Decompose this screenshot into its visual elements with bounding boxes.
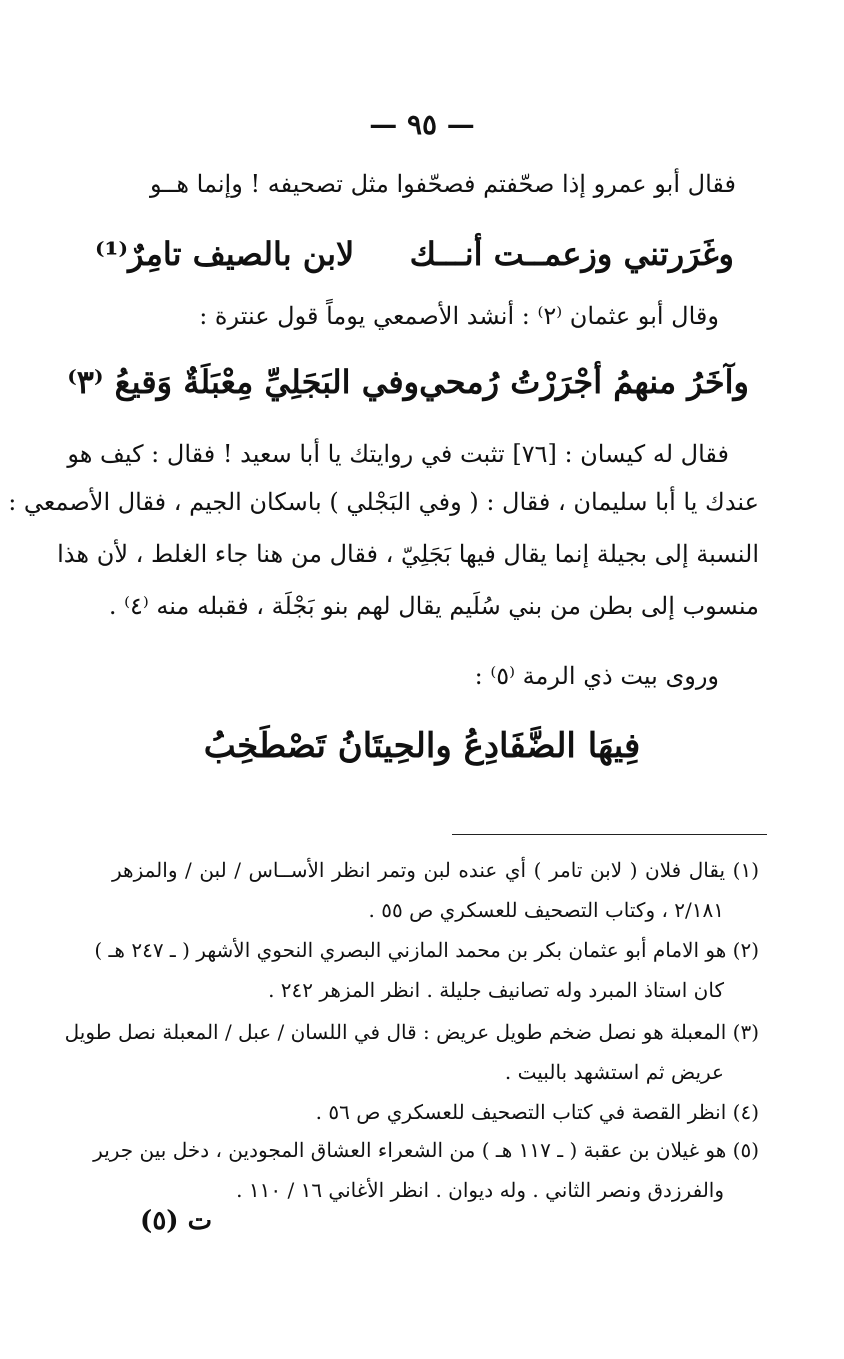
footnote-separator [452, 834, 767, 835]
verse-2-first-hemistich: وآخَرُ منهمُ أجْرَرْتُ رُمحي [419, 363, 749, 401]
page-number: — ٩٥ — [369, 108, 475, 141]
verse-1-second-hemistich: لابن بالصيف تامِرٌ⁽¹⁾ [95, 235, 355, 273]
verse-2-second-hemistich: وفي البَجَلِيِّ مِعْبَلَةٌ وَقيعُ ⁽٣⁾ [67, 363, 420, 401]
paragraph-line-2: عندك يا أبا سليمان ، فقال : ( وفي البَجْلي ) باسكان الجيم ، فقال الأصمعي : [8, 488, 759, 516]
body-line-2: وقال أبو عثمان ⁽٢⁾ : أنشد الأصمعي يوماً قول عنترة : [199, 302, 719, 330]
footnote-3-line-2: عريض ثم استشهد بالبيت . [504, 1060, 724, 1084]
verse-1 [95, 232, 734, 276]
body-line-3: وروى بيت ذي الرمة ⁽٥⁾ : [474, 662, 719, 690]
verse-3: فِيهَا الضَّفَادِعُ والحِيتَانُ تَصْطَخِبُ [203, 726, 641, 766]
verse-1-first-hemistich: وغَرَرتني وزعمــت أنـــك [409, 235, 734, 273]
footnote-1-line-1: (١) يقال فلان ( لابن تامر ) أي عنده لبن وتمر انظر الأســاس / لبن / والمزهر [112, 858, 759, 882]
footnote-1-line-2: ٢/١٨١ ، وكتاب التصحيف للعسكري ص ٥٥ . [368, 898, 724, 922]
footnote-5-line-2: والفرزدق ونصر الثاني . وله ديوان . انظر الأغاني ١٦ / ١١٠ . [236, 1178, 724, 1202]
paragraph-line-1: فقال له كيسان : [٧٦] تثبت في روايتك يا أبا سعيد ! فقال : كيف هو [67, 440, 729, 468]
verse-2 [67, 360, 749, 404]
footnote-2-line-1: (٢) هو الامام أبو عثمان بكر بن محمد المازني البصري النحوي الأشهر ( ـ ٢٤٧ هـ ) [94, 938, 759, 962]
paragraph-line-4: منسوب إلى بطن من بني سُلَيم يقال لهم بنو بَجْلَة ، فقبله منه ⁽٤⁾ . [108, 592, 759, 620]
signature-mark: ت (٥) [140, 1206, 213, 1236]
footnote-5-line-1: (٥) هو غيلان بن عقبة ( ـ ١١٧ هـ ) من الشعراء العشاق المجودين ، دخل بين جرير [93, 1138, 759, 1162]
footnote-3-line-1: (٣) المعبلة هو نصل ضخم طويل عريض : قال في اللسان / عبل / المعبلة نصل طويل [64, 1020, 759, 1044]
footnote-2-line-2: كان استاذ المبرد وله تصانيف جليلة . انظر المزهر ٢٤٢ . [268, 978, 724, 1002]
footnote-4: (٤) انظر القصة في كتاب التصحيف للعسكري ص ٥٦ . [315, 1100, 759, 1124]
paragraph-line-3: النسبة إلى بجيلة إنما يقال فيها بَجَلِيّ ، فقال من هنا جاء الغلط ، لأن هذا [57, 540, 759, 568]
body-line-1: فقال أبو عمرو إذا صحّفتم فصحّفوا مثل تصحيفه ! وإنما هــو [149, 170, 736, 198]
